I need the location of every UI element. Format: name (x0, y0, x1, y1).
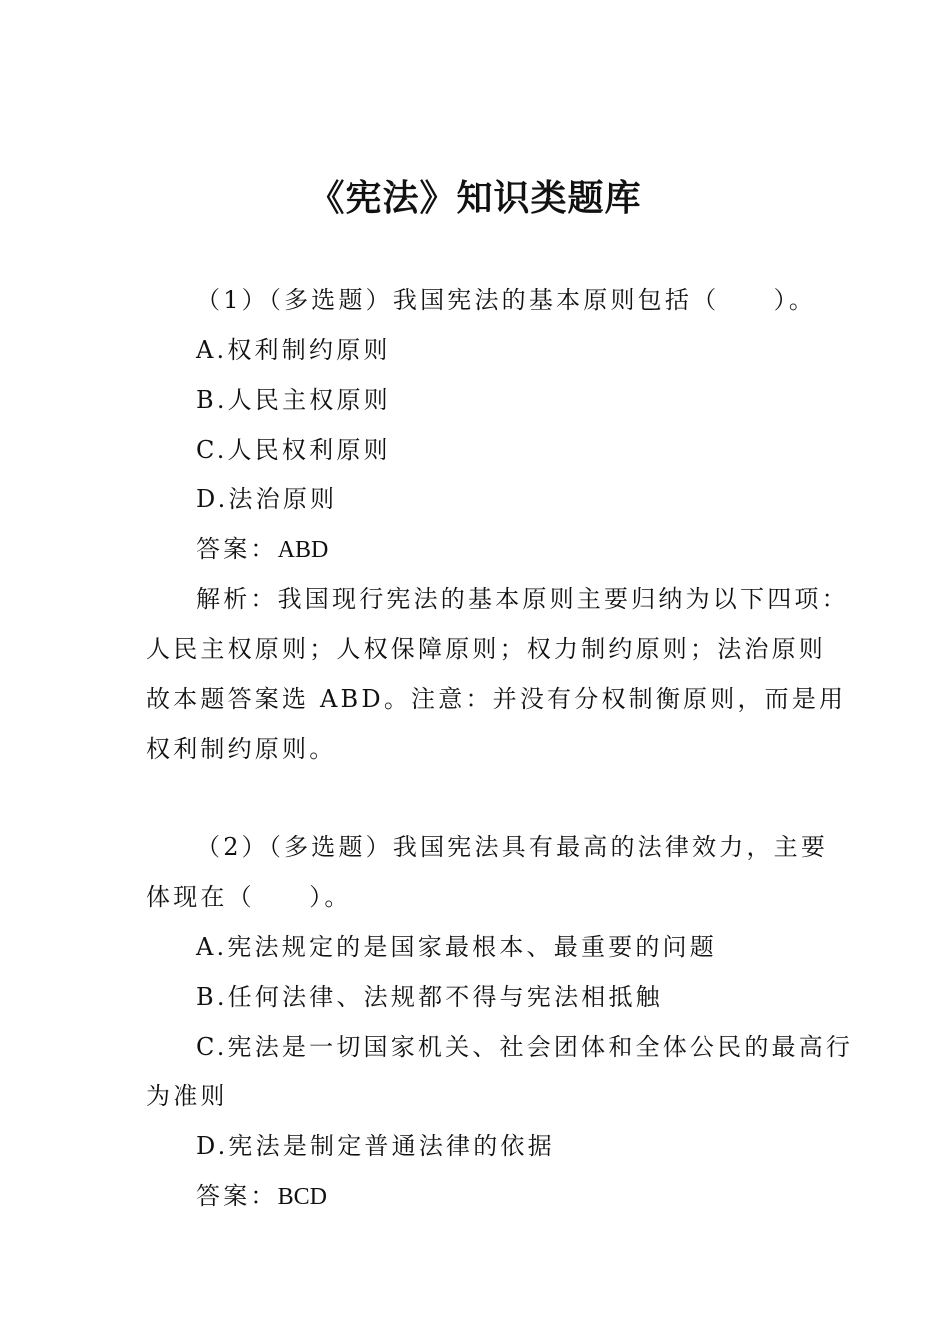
question-1-option-b: B.人民主权原则 (196, 386, 391, 414)
question-1-option-d: D.法治原则 (196, 485, 338, 513)
question-2-option-d: D.宪法是制定普通法律的依据 (196, 1132, 555, 1160)
question-1-analysis-line-4: 权利制约原则。 (146, 735, 337, 763)
question-1-answer (196, 534, 328, 565)
question-2-option-c-line-2: 为准则 (146, 1082, 228, 1110)
question-2-option-c-line-1: C.宪法是一切国家机关、社会团体和全体公民的最高行 (196, 1033, 854, 1061)
question-2-answer (196, 1181, 327, 1212)
document-title: 《宪法》知识类题库 (308, 177, 642, 219)
answer-label: 答案： (196, 1182, 278, 1210)
question-1-option-c: C.人民权利原则 (196, 436, 391, 464)
question-1-option-a: A.权利制约原则 (196, 336, 391, 364)
question-2-stem-line-1: （2）（多选题）我国宪法具有最高的法律效力，主要 (196, 833, 829, 861)
question-2-stem-line-2: 体现在（ ）。 (146, 883, 352, 911)
question-2-option-a: A.宪法规定的是国家最根本、最重要的问题 (196, 933, 717, 961)
question-1-analysis-line-3: 故本题答案选 ABD。注意：并没有分权制衡原则，而是用 (146, 685, 847, 713)
question-1-analysis-line-2: 人民主权原则；人权保障原则；权力制约原则；法治原则 (146, 635, 826, 663)
question-1-stem: （1）（多选题）我国宪法的基本原则包括（ ）。 (196, 286, 817, 314)
answer-label: 答案： (196, 535, 278, 563)
answer-value: ABD (277, 537, 329, 563)
question-2-option-b: B.任何法律、法规都不得与宪法相抵触 (196, 983, 663, 1011)
question-1-analysis-line-1: 解析：我国现行宪法的基本原则主要归纳为以下四项： (196, 585, 849, 613)
answer-value: BCD (277, 1184, 327, 1210)
